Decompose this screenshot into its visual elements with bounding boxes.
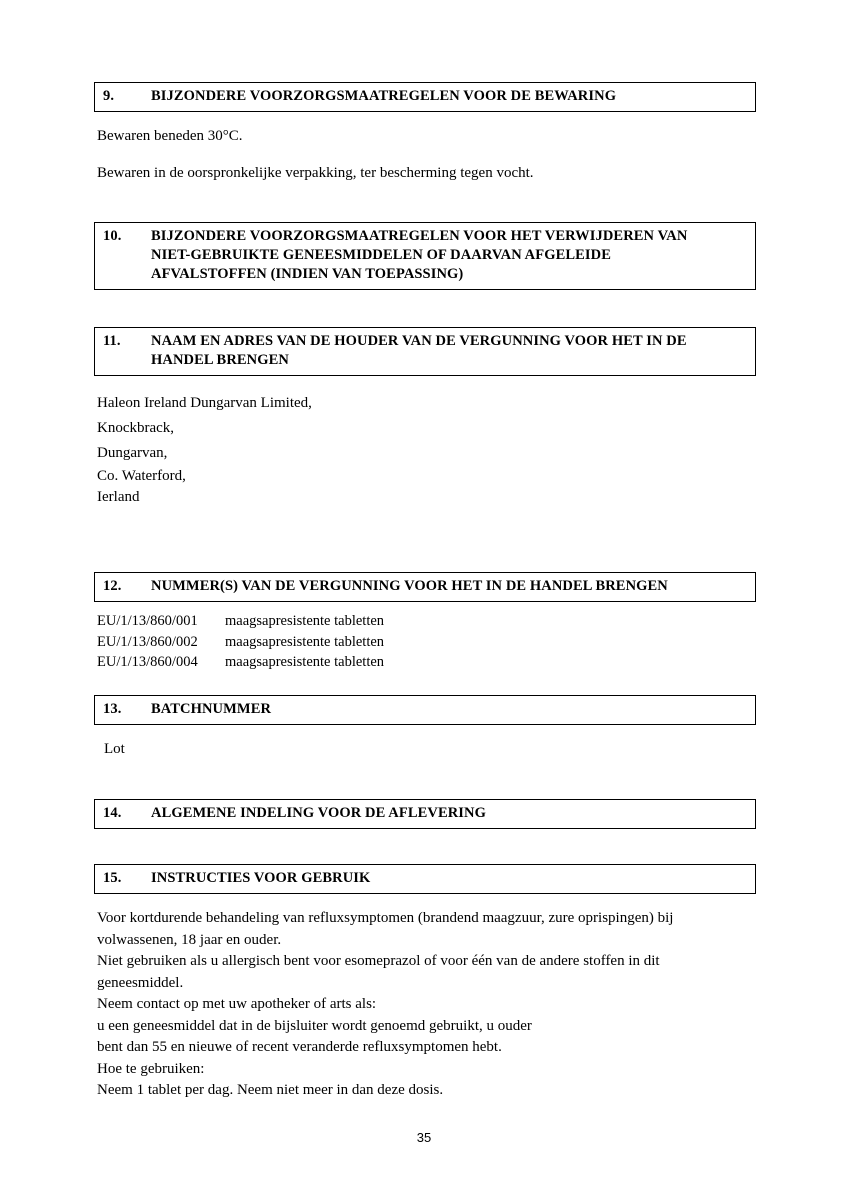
instruction-line: Niet gebruiken als u allergisch bent voor esomeprazol of voor één van de andere stoffen in dit	[97, 953, 660, 969]
address-line: Co. Waterford,	[97, 468, 186, 484]
section-title-9: BIJZONDERE VOORZORGSMAATREGELEN VOOR DE BEWARING	[151, 88, 617, 104]
section-number-9: 9.	[103, 88, 115, 104]
address-line: Ierland	[97, 489, 140, 505]
authorisation-number-description: maagsapresistente tabletten	[225, 633, 385, 650]
address-line: Haleon Ireland Dungarvan Limited,	[97, 395, 312, 411]
section-title-11-line-1: NAAM EN ADRES VAN DE HOUDER VAN DE VERGUNNING VOOR HET IN DE	[151, 333, 687, 349]
list-item	[97, 611, 384, 632]
instruction-line: volwassenen, 18 jaar en ouder.	[97, 931, 282, 948]
batch-number-text: Lot	[104, 741, 125, 757]
section-title-11	[151, 332, 749, 370]
section-title-10-line-1: BIJZONDERE VOORZORGSMAATREGELEN VOOR HET VERWIJDEREN VAN	[151, 228, 688, 244]
section-header-14	[94, 799, 756, 829]
section-number-11: 11.	[103, 333, 121, 349]
section-title-11-line-2: HANDEL BRENGEN	[151, 352, 289, 368]
authorisation-number-description: maagsapresistente tabletten	[225, 613, 385, 629]
section-number-10: 10.	[103, 228, 122, 244]
section-number-14: 14.	[103, 805, 122, 821]
instruction-line: Voor kortdurende behandeling van refluxsymptomen (brandend maagzuur, zure oprispingen) bij	[97, 910, 674, 926]
address-line: Knockbrack,	[97, 420, 175, 436]
section-title-13: BATCHNUMMER	[151, 701, 272, 717]
section-header-15	[94, 864, 756, 894]
authorisation-number-code: EU/1/13/860/001	[97, 613, 198, 629]
authorisation-number-code: EU/1/13/860/004	[97, 654, 198, 670]
section-title-10-line-2: NIET-GEBRUIKTE GENEESMIDDELEN OF DAARVAN AFGELEIDE	[151, 247, 611, 263]
section-number-15: 15.	[103, 870, 122, 886]
storage-packaging-text: Bewaren in de oorspronkelijke verpakking, ter bescherming tegen vocht.	[97, 165, 534, 181]
authorisation-numbers-list	[94, 611, 384, 673]
instruction-line: bent dan 55 en nieuwe of recent veranderde refluxsymptomen hebt.	[97, 1039, 502, 1055]
authorisation-number-code: EU/1/13/860/002	[97, 633, 198, 650]
section-header-10	[94, 222, 756, 290]
marketing-authorisation-holder-address	[94, 391, 312, 508]
instruction-line: Neem contact op met uw apotheker of arts als:	[97, 996, 377, 1012]
section-title-14: ALGEMENE INDELING VOOR DE AFLEVERING	[151, 805, 486, 821]
section-title-12: NUMMER(S) VAN DE VERGUNNING VOOR HET IN DE HANDEL BRENGEN	[151, 578, 668, 594]
list-item	[97, 632, 384, 653]
storage-temperature-text: Bewaren beneden 30°C.	[97, 128, 243, 144]
instruction-line: Neem 1 tablet per dag. Neem niet meer in dan deze dosis.	[97, 1082, 444, 1098]
section-number-13: 13.	[103, 701, 122, 717]
section-title-10	[151, 227, 749, 284]
section-title-10-line-3: AFVALSTOFFEN (INDIEN VAN TOEPASSING)	[151, 266, 464, 282]
authorisation-number-description: maagsapresistente tabletten	[225, 654, 385, 670]
instructions-for-use-text	[94, 908, 673, 1102]
section-title-15: INSTRUCTIES VOOR GEBRUIK	[151, 870, 371, 886]
list-item	[97, 652, 384, 673]
section-header-12	[94, 572, 756, 602]
section-header-13	[94, 695, 756, 725]
instruction-line: geneesmiddel.	[97, 974, 184, 991]
section-number-12: 12.	[103, 578, 122, 594]
section-header-11	[94, 327, 756, 376]
page-number: 35	[416, 1130, 432, 1145]
address-line: Dungarvan,	[97, 445, 168, 461]
section-header-9	[94, 82, 756, 112]
instruction-line: u een geneesmiddel dat in de bijsluiter wordt genoemd gebruikt, u ouder	[97, 1017, 532, 1034]
instruction-line: Hoe te gebruiken:	[97, 1060, 205, 1077]
